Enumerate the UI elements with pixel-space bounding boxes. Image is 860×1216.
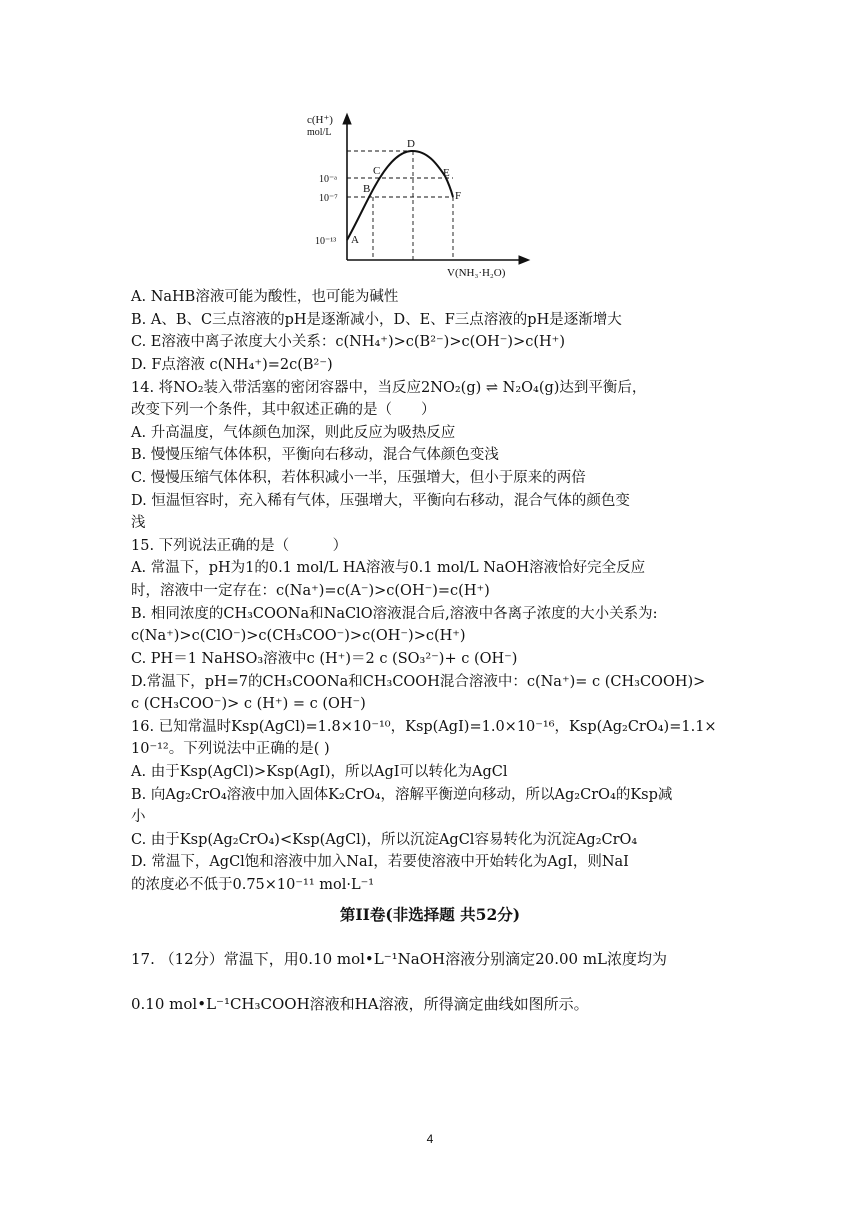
q17-line-2: 0.10 mol•L⁻¹CH₃COOH溶液和HA溶液，所得滴定曲线如图所示。	[131, 995, 589, 1013]
q14-stem-1: 14. 将NO₂装入带活塞的密闭容器中，当反应2NO₂(g) ⇌ N₂O₄(g)达到平衡后，	[131, 380, 647, 396]
y-axis-arrow	[343, 114, 351, 124]
q16-option-d-2: 的浓度必不低于0.75×10⁻¹¹ mol·L⁻¹	[131, 877, 375, 893]
x-axis-arrow	[519, 256, 529, 264]
y-label-top: c(H⁺)	[307, 114, 333, 126]
q16-stem-1: 16. 已知常温时Ksp(AgCl)=1.8×10⁻¹⁰，Ksp(AgI)=1.0×10⁻¹⁶，Ksp(Ag₂CrO₄)=1.1×	[131, 719, 717, 735]
q15-option-d-1: D.常温下，pH=7的CH₃COONa和CH₃COOH混合溶液中：c(Na⁺)= c (CH₃COOH)>	[131, 674, 706, 690]
tick-10-7: 10⁻⁷	[319, 193, 338, 204]
q13-option-b: B. A、B、C三点溶液的pH是逐渐减小，D、E、F三点溶液的pH是逐渐增大	[131, 312, 622, 328]
y-label-unit: mol/L	[307, 127, 332, 138]
q13-option-d: D. F点溶液 c(NH₄⁺)=2c(B²⁻)	[131, 357, 333, 373]
point-d-label: D	[407, 138, 415, 150]
point-f-label: F	[455, 190, 462, 202]
q15-option-a-1: A. 常温下，pH为1的0.1 mol/L HA溶液与0.1 mol/L NaOH溶液恰好完全反应	[131, 560, 646, 576]
q14-option-a: A. 升高温度，气体颜色加深，则此反应为吸热反应	[131, 425, 456, 441]
q13-option-a: A. NaHB溶液可能为酸性，也可能为碱性	[131, 289, 399, 305]
q16-option-b-2: 小	[131, 809, 146, 825]
q16-stem-2: 10⁻¹²。下列说法中正确的是( )	[131, 741, 330, 757]
q14-option-b: B. 慢慢压缩气体体积，平衡向右移动，混合气体颜色变浅	[131, 447, 499, 463]
q13-option-c: C. E溶液中离子浓度大小关系：c(NH₄⁺)>c(B²⁻)>c(OH⁻)>c(H⁺)	[131, 334, 565, 350]
q15-option-d-2: c (CH₃COO⁻)> c (H⁺) = c (OH⁻)	[131, 696, 366, 712]
section-title: 第II卷(非选择题 共52分)	[339, 905, 521, 924]
q15-option-b-2: c(Na⁺)>c(ClO⁻)>c(CH₃COO⁻)>c(OH⁻)>c(H⁺)	[131, 628, 466, 644]
q15-option-a-2: 时，溶液中一定存在：c(Na⁺)=c(A⁻)>c(OH⁻)=c(H⁺)	[131, 583, 490, 599]
q15-option-c: C. PH＝1 NaHSO₃溶液中c (H⁺)＝2 c (SO₃²⁻)+ c (OH⁻)	[131, 651, 518, 667]
q14-option-d-2: 浅	[131, 515, 146, 531]
q14-stem-2: 改变下列一个条件，其中叙述正确的是（ ）	[131, 402, 436, 418]
q16-option-a: A. 由于Ksp(AgCl)>Ksp(AgI)，所以AgI可以转化为AgCl	[131, 764, 508, 780]
tick-10-a: 10⁻ᵃ	[319, 174, 338, 185]
q15-stem: 15. 下列说法正确的是（ ）	[131, 538, 348, 554]
point-e-label: E	[443, 167, 450, 179]
q15-option-b-1: B. 相同浓度的CH₃COONa和NaClO溶液混合后,溶液中各离子浓度的大小关系为:	[131, 606, 658, 622]
q16-option-c: C. 由于Ksp(Ag₂CrO₄)<Ksp(AgCl)，所以沉淀AgCl容易转化为沉淀Ag₂CrO₄	[131, 832, 638, 848]
titration-curve-figure	[305, 110, 535, 282]
point-b-label: B	[363, 183, 371, 195]
x-axis-label: V(NH₃·H₂O)	[447, 267, 506, 279]
point-a-label: A	[351, 234, 359, 246]
q14-option-d-1: D. 恒温恒容时，充入稀有气体，压强增大，平衡向右移动，混合气体的颜色变	[131, 493, 630, 509]
q14-option-c: C. 慢慢压缩气体体积，若体积减小一半，压强增大，但小于原来的两倍	[131, 470, 586, 486]
curve	[347, 151, 453, 240]
point-c-label: C	[373, 165, 381, 177]
page-number: 4	[426, 1132, 434, 1146]
tick-10-13: 10⁻¹³	[315, 236, 337, 247]
q16-option-b-1: B. 向Ag₂CrO₄溶液中加入固体K₂CrO₄，溶解平衡逆向移动，所以Ag₂CrO₄的Ksp减	[131, 787, 673, 803]
q16-option-d-1: D. 常温下，AgCl饱和溶液中加入NaI，若要使溶液中开始转化为AgI，则NaI	[131, 854, 629, 870]
q17-line-1: 17. （12分）常温下，用0.10 mol•L⁻¹NaOH溶液分别滴定20.00 mL浓度均为	[131, 950, 668, 968]
